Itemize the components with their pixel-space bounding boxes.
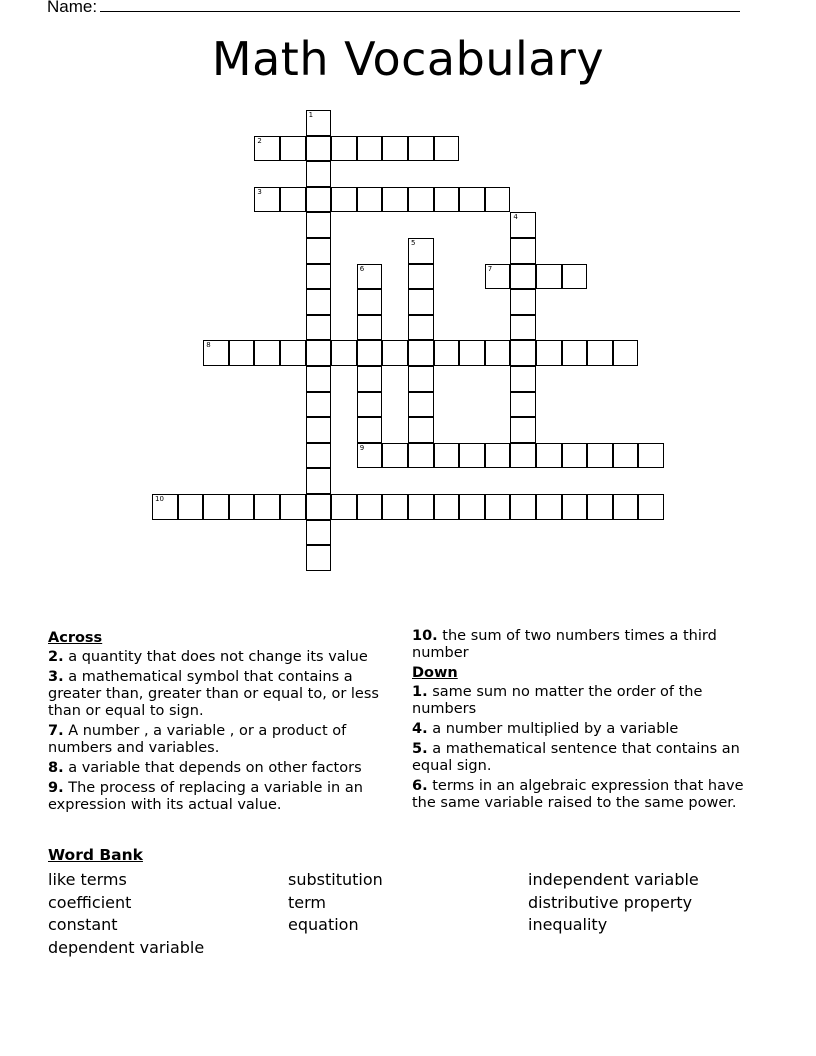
crossword-cell[interactable] xyxy=(306,392,332,418)
crossword-cell[interactable] xyxy=(280,494,306,520)
word-bank-item: constant xyxy=(48,915,118,934)
crossword-cell[interactable] xyxy=(536,494,562,520)
crossword-cell[interactable] xyxy=(331,187,357,213)
crossword-cell[interactable] xyxy=(562,443,588,469)
name-label: Name: xyxy=(47,0,98,16)
crossword-cell[interactable] xyxy=(382,187,408,213)
crossword-cell[interactable] xyxy=(331,494,357,520)
crossword-cell[interactable] xyxy=(510,366,536,392)
crossword-cell[interactable] xyxy=(306,417,332,443)
across-heading: Across xyxy=(48,630,103,646)
across-clue-7: 7. A number , a variable , or a product of numbers and variables. xyxy=(48,723,347,756)
crossword-cell[interactable] xyxy=(306,315,332,341)
clues-right-column xyxy=(412,628,762,815)
clue-number: 5 xyxy=(411,239,416,247)
down-heading: Down xyxy=(412,665,458,681)
crossword-cell[interactable] xyxy=(485,264,511,290)
crossword-cell[interactable] xyxy=(306,468,332,494)
crossword-cell[interactable] xyxy=(587,340,613,366)
crossword-cell[interactable] xyxy=(408,315,434,341)
clue-number: 1 xyxy=(308,111,314,119)
word-bank-heading: Word Bank xyxy=(48,846,143,864)
crossword-cell[interactable] xyxy=(357,289,383,315)
crossword-cell[interactable] xyxy=(434,443,460,469)
crossword-cell[interactable] xyxy=(357,392,383,418)
clue-number: 10 xyxy=(155,495,164,503)
crossword-cell[interactable] xyxy=(459,494,485,520)
crossword-cell[interactable] xyxy=(638,443,664,469)
word-bank-column-1 xyxy=(48,869,204,959)
down-clue-4: 4. a number multiplied by a variable xyxy=(412,721,679,737)
crossword-cell[interactable] xyxy=(613,443,639,469)
crossword-cell[interactable] xyxy=(306,289,332,315)
across-clue-10: 10. the sum of two numbers times a third number xyxy=(412,628,717,661)
crossword-cell[interactable] xyxy=(254,340,280,366)
down-clue-5: 5. a mathematical sentence that contains an equal sign. xyxy=(412,741,740,774)
down-clue-1: 1. same sum no matter the order of the numbers xyxy=(412,684,703,717)
crossword-cell[interactable] xyxy=(229,340,255,366)
crossword-cell[interactable] xyxy=(357,187,383,213)
crossword-cell[interactable] xyxy=(408,238,434,264)
crossword-cell[interactable] xyxy=(357,340,383,366)
crossword-cell[interactable] xyxy=(254,136,280,162)
crossword-cell[interactable] xyxy=(331,340,357,366)
crossword-cell[interactable] xyxy=(408,392,434,418)
word-bank-item: coefficient xyxy=(48,892,132,912)
clue-number: 2 xyxy=(257,136,262,145)
crossword-cell[interactable] xyxy=(203,494,229,520)
crossword-cell[interactable] xyxy=(306,494,332,520)
crossword-cell[interactable] xyxy=(408,187,434,213)
crossword-cell[interactable] xyxy=(280,136,306,162)
clue-number: 7 xyxy=(487,264,493,273)
crossword-cell[interactable] xyxy=(485,187,511,213)
crossword-cell[interactable] xyxy=(382,136,408,162)
crossword-cell[interactable] xyxy=(510,340,536,366)
crossword-cell[interactable] xyxy=(638,494,664,520)
crossword-cell[interactable] xyxy=(587,494,613,520)
crossword-cell[interactable] xyxy=(562,340,588,366)
crossword-cell[interactable] xyxy=(613,340,639,366)
crossword-cell[interactable] xyxy=(408,494,434,520)
crossword-cell[interactable] xyxy=(510,417,536,443)
crossword-cell[interactable] xyxy=(357,494,383,520)
crossword-cell[interactable] xyxy=(306,161,332,187)
crossword-cell[interactable] xyxy=(510,264,536,290)
crossword-cell[interactable] xyxy=(178,494,204,520)
crossword-cell[interactable] xyxy=(562,264,588,290)
crossword-cell[interactable] xyxy=(408,443,434,469)
crossword-cell[interactable] xyxy=(510,494,536,520)
word-bank-item: like terms xyxy=(48,870,127,889)
crossword-cell[interactable] xyxy=(306,110,332,136)
across-clue-2: 2. a quantity that does not change its value xyxy=(48,649,368,665)
crossword-cell[interactable] xyxy=(357,417,383,443)
down-clue-6: 6. terms in an algebraic expression that have the same variable raised to the same power. xyxy=(412,778,744,811)
crossword-cell[interactable] xyxy=(408,417,434,443)
crossword-cell[interactable] xyxy=(357,443,383,469)
crossword-cell[interactable] xyxy=(510,212,536,238)
word-bank-item: substitution xyxy=(288,870,383,889)
crossword-cell[interactable] xyxy=(434,494,460,520)
crossword-cell[interactable] xyxy=(459,340,485,366)
crossword-cell[interactable] xyxy=(510,392,536,418)
crossword-cell[interactable] xyxy=(306,520,332,546)
clue-number: 6 xyxy=(359,264,365,273)
crossword-cell[interactable] xyxy=(408,136,434,162)
word-bank-column-3 xyxy=(528,869,699,937)
crossword-cell[interactable] xyxy=(485,494,511,520)
crossword-cell[interactable] xyxy=(229,494,255,520)
word-bank-item: independent variable xyxy=(528,870,699,889)
word-bank-column-2 xyxy=(288,869,383,937)
crossword-cell[interactable] xyxy=(536,340,562,366)
crossword-cell[interactable] xyxy=(382,443,408,469)
crossword-cell[interactable] xyxy=(306,136,332,162)
across-clue-8: 8. a variable that depends on other factors xyxy=(48,760,362,776)
crossword-cell[interactable] xyxy=(434,340,460,366)
crossword-cell[interactable] xyxy=(408,289,434,315)
crossword-cell[interactable] xyxy=(510,238,536,264)
crossword-cell[interactable] xyxy=(280,340,306,366)
crossword-cell[interactable] xyxy=(434,187,460,213)
clue-number: 9 xyxy=(359,443,365,452)
crossword-cell[interactable] xyxy=(459,187,485,213)
crossword-cell[interactable] xyxy=(331,136,357,162)
crossword-cell[interactable] xyxy=(382,494,408,520)
crossword-cell[interactable] xyxy=(562,494,588,520)
across-clue-9: 9. The process of replacing a variable in an expression with its actual value. xyxy=(48,780,363,813)
word-bank-item: distributive property xyxy=(528,892,693,912)
clue-number: 8 xyxy=(206,341,211,350)
crossword-cell[interactable] xyxy=(510,443,536,469)
crossword-cell[interactable] xyxy=(254,187,280,213)
word-bank-item: equation xyxy=(288,915,359,934)
word-bank-item: inequality xyxy=(528,915,608,934)
clues-left-column xyxy=(48,628,398,817)
crossword-cell[interactable] xyxy=(306,545,332,571)
crossword-cell[interactable] xyxy=(306,366,332,392)
crossword-cell[interactable] xyxy=(536,443,562,469)
crossword-cell[interactable] xyxy=(408,340,434,366)
crossword-cell[interactable] xyxy=(306,264,332,290)
crossword-cell[interactable] xyxy=(306,340,332,366)
crossword-cell[interactable] xyxy=(510,289,536,315)
crossword-cell[interactable] xyxy=(434,136,460,162)
crossword-cell[interactable] xyxy=(536,264,562,290)
crossword-cell[interactable] xyxy=(459,443,485,469)
crossword-cell[interactable] xyxy=(203,340,229,366)
crossword-cell[interactable] xyxy=(587,443,613,469)
crossword-cell[interactable] xyxy=(306,212,332,238)
crossword-cell[interactable] xyxy=(485,443,511,469)
crossword-cell[interactable] xyxy=(510,315,536,341)
crossword-cell[interactable] xyxy=(254,494,280,520)
crossword-cell[interactable] xyxy=(357,136,383,162)
crossword-cell[interactable] xyxy=(306,238,332,264)
crossword-cell[interactable] xyxy=(613,494,639,520)
crossword-cell[interactable] xyxy=(306,443,332,469)
clue-number: 4 xyxy=(513,213,518,222)
word-bank-item: dependent variable xyxy=(48,937,205,957)
crossword-cell[interactable] xyxy=(357,315,383,341)
crossword-cell[interactable] xyxy=(306,187,332,213)
crossword-cell[interactable] xyxy=(382,340,408,366)
crossword-cell[interactable] xyxy=(485,340,511,366)
crossword-cell[interactable] xyxy=(152,494,178,520)
word-bank-item: term xyxy=(288,892,326,912)
crossword-cell[interactable] xyxy=(408,264,434,290)
across-clue-3: 3. a mathematical symbol that contains a greater than, greater than or equal to, or less than or equal to sign. xyxy=(48,669,379,719)
crossword-cell[interactable] xyxy=(408,366,434,392)
crossword-cell[interactable] xyxy=(357,264,383,290)
page-title: Math Vocabulary xyxy=(211,32,605,86)
clue-number: 3 xyxy=(257,187,262,196)
crossword-cell[interactable] xyxy=(280,187,306,213)
crossword-cell[interactable] xyxy=(357,366,383,392)
